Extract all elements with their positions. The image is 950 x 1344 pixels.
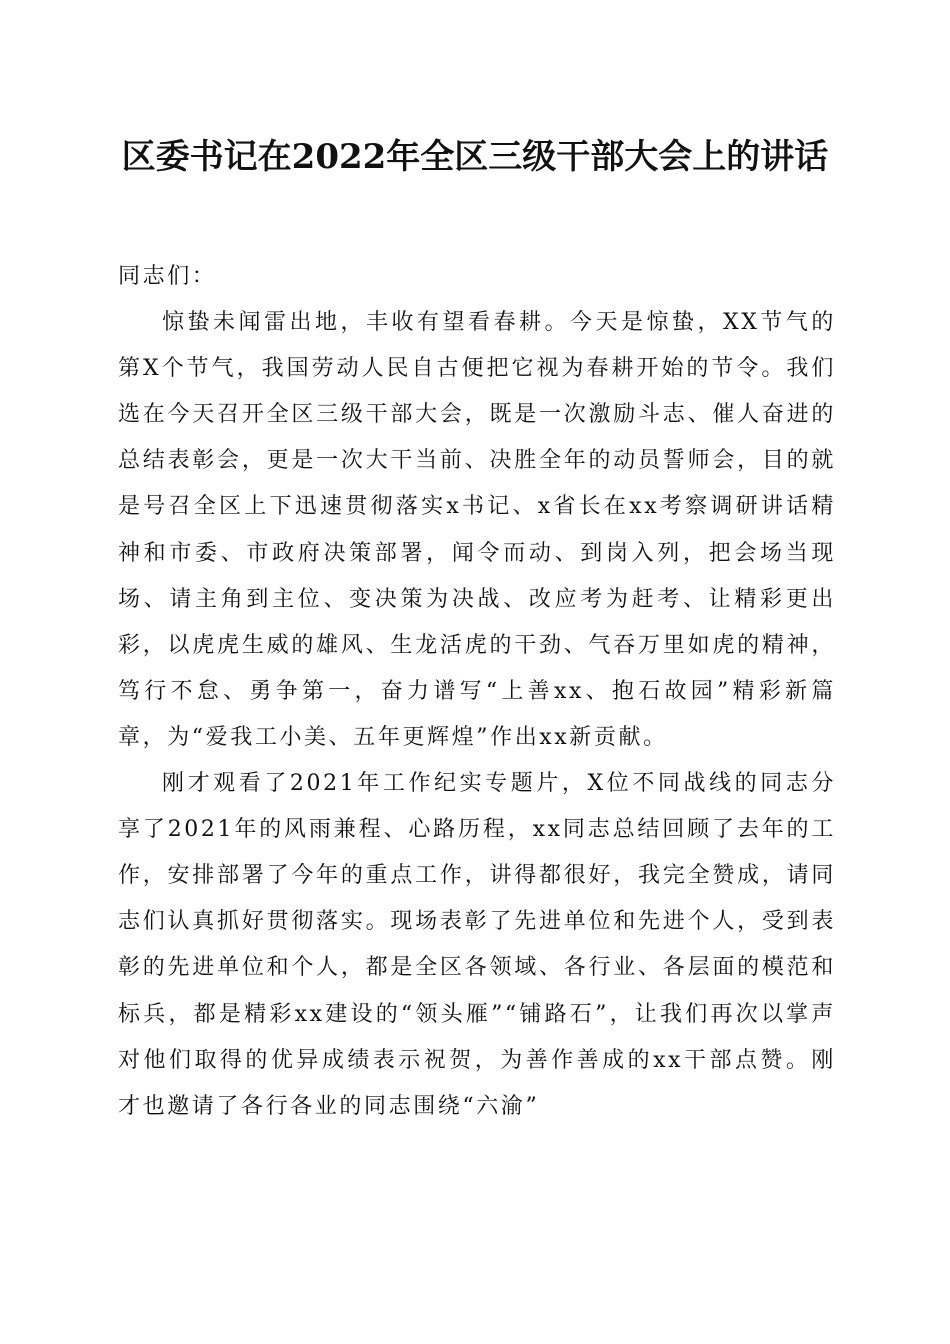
document-body: [118, 254, 836, 1130]
paragraph-1: 惊蛰未闻雷出地，丰收有望看春耕。今天是惊蛰，XX节气的第X个节气，我国劳动人民自古便把它视为春耕开始的节令。我们选在今天召开全区三级干部大会，既是一次激励斗志、催人奋进的总结表彰会，更是一次大干当前、决胜全年的动员誓师会，目的就是号召全区上下迅速贯彻落实x书记、x省长在xx考察调研讲话精神和市委、市政府决策部署，闻令而动、到岗入列，把会场当现场、请主角到主位、变决策为决战、改应考为赶考、让精彩更出彩，以虎虎生威的雄风、生龙活虎的干劲、气吞万里如虎的精神，笃行不怠、勇争第一，奋力谱写“上善xx、抱石故园”精彩新篇章，为“爱我工小美、五年更辉煌”作出xx新贡献。: [118, 310, 836, 750]
document-title: 区委书记在2022年全区三级干部大会上的讲话: [121, 137, 829, 177]
paragraph-2: 刚才观看了2021年工作纪实专题片，X位不同战线的同志分享了2021年的风雨兼程、心路历程，xx同志总结回顾了去年的工作，安排部署了今年的重点工作，讲得都很好，我完全赞成，请同志们认真抓好贯彻落实。现场表彰了先进单位和先进个人，受到表彰的先进单位和个人，都是全区各领域、各行业、各层面的模范和标兵，都是精彩xx建设的“领头雁”“铺路石”，让我们再次以掌声对他们取得的优异成绩表示祝贺，为善作善成的xx干部点赞。刚才也邀请了各行各业的同志围绕“六渝”: [118, 771, 836, 1119]
salutation: 同志们：: [118, 264, 217, 289]
